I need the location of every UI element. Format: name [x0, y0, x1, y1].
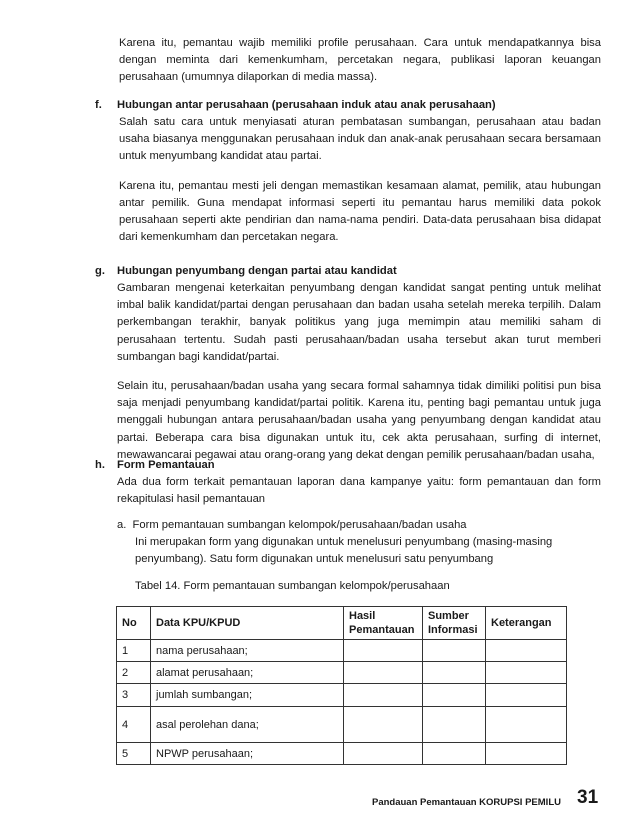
header-data-kpu: Data KPU/KPUD — [151, 607, 344, 640]
sub-a-title: a. Form pemantauan sumbangan kelompok/perusahaan/badan usaha — [117, 519, 467, 531]
monitoring-form-table — [116, 606, 567, 765]
row-3-no: 3 — [117, 684, 151, 707]
section-f-paragraph-2: Karena itu, pemantau mesti jeli dengan memastikan kesamaan alamat, pemilik, atau hubungan antar pemilik. Guna mendapat informasi seperti itu pemantau harus memiliki data pokok perusahaan seperti akte pendirian dan nama-nama pendiri. Data-data perusahaan bisa didapat dari kemenkumham dan percetakan negara. — [119, 179, 601, 244]
header-no: No — [117, 607, 151, 640]
row-2-no: 2 — [117, 662, 151, 684]
row-2-data: alamat perusahaan; — [151, 662, 344, 684]
section-h-letter: h. — [95, 459, 105, 471]
row-2-keterangan — [486, 662, 567, 684]
row-4-sumber — [423, 707, 486, 743]
intro-paragraph: Karena itu, pemantau wajib memiliki profile perusahaan. Cara untuk mendapatkannya bisa dengan meminta dari kemenkumham, percetakan negara, publikasi laporan keuangan perusahaan (umumnya dilaporkan di media massa). — [119, 37, 601, 84]
table-row — [117, 707, 567, 743]
row-1-hasil — [344, 640, 423, 662]
section-g-heading — [95, 263, 397, 280]
section-h-heading — [95, 457, 215, 474]
section-g-body — [117, 280, 601, 464]
table-header-row — [117, 607, 567, 640]
row-2-sumber — [423, 662, 486, 684]
row-4-keterangan — [486, 707, 567, 743]
row-1-keterangan — [486, 640, 567, 662]
table-caption: Tabel 14. Form pemantauan sumbangan kelompok/perusahaan — [135, 580, 450, 592]
row-5-data: NPWP perusahaan; — [151, 743, 344, 765]
section-f-paragraph-1: Salah satu cara untuk menyiasati aturan pembatasan sumbangan, perusahaan atau badan usaha biasanya menggunakan perusahaan induk dan anak-anak perusahaan secara bersamaan untuk menyumbang kandidat atau partai. — [119, 116, 601, 163]
page-number: 31 — [577, 787, 599, 808]
section-h-body — [117, 474, 601, 508]
sub-a-text: Ini merupakan form yang digunakan untuk menelusuri penyumbang (masing-masing penyumbang). Satu form digunakan untuk menelusuri satu penyumbang — [135, 536, 553, 566]
section-f-body — [119, 114, 601, 246]
row-1-no: 1 — [117, 640, 151, 662]
row-3-data: jumlah sumbangan; — [151, 684, 344, 707]
table-row — [117, 640, 567, 662]
table-row — [117, 743, 567, 765]
section-g-paragraph-2: Selain itu, perusahaan/badan usaha yang secara formal sahamnya tidak dimiliki politisi pun bisa saja menjadi penyumbang kandidat/partai politik. Karena itu, penting bagi pemantau untuk juga menggali hubungan antara perusahaan/badan usaha yang penyumbang dengan kandidat atau partai. Beberapa cara bisa digunakan untuk itu, cek akta perusahaan, surfing di internet, mewawancarai pegawai atau orang-orang yang dekat dengan pemilik perusahaan/badan usaha, — [117, 380, 601, 461]
sub-a-body — [135, 534, 555, 568]
row-2-hasil — [344, 662, 423, 684]
row-1-sumber — [423, 640, 486, 662]
row-3-keterangan — [486, 684, 567, 707]
row-5-keterangan — [486, 743, 567, 765]
section-g-title: Hubungan penyumbang dengan partai atau kandidat — [117, 265, 397, 277]
header-hasil-pemantauan: Hasil Pemantauan — [344, 607, 423, 640]
section-g-paragraph-1: Gambaran mengenai keterkaitan penyumbang dengan kandidat sangat penting untuk melihat imbal balik kandidat/partai dengan perusahaan dan badan usaha setelah mereka terpilih. Dalam perkembangan terakhir, banyak politikus yang juga memimpin atau memiliki saham di perusahaan tertentu. Sudah pasti perusahaan/badan usaha tersebut akan turut memberi sumbangan bagi kandidat/partai. — [117, 282, 601, 363]
intro-block — [119, 35, 601, 87]
section-h-paragraph: Ada dua form terkait pemantauan laporan dana kampanye yaitu: form pemantauan dan form rekapitulasi hasil pemantauan — [117, 476, 601, 506]
row-5-no: 5 — [117, 743, 151, 765]
section-f-letter: f. — [95, 99, 102, 111]
row-4-no: 4 — [117, 707, 151, 743]
row-5-hasil — [344, 743, 423, 765]
section-h-title: Form Pemantauan — [117, 459, 215, 471]
section-g-letter: g. — [95, 265, 105, 277]
row-5-sumber — [423, 743, 486, 765]
row-4-hasil — [344, 707, 423, 743]
row-1-data: nama perusahaan; — [151, 640, 344, 662]
section-f-heading — [95, 97, 496, 114]
table-row — [117, 684, 567, 707]
section-f-title: Hubungan antar perusahaan (perusahaan induk atau anak perusahaan) — [117, 99, 496, 111]
row-3-hasil — [344, 684, 423, 707]
row-4-data: asal perolehan dana; — [151, 707, 344, 743]
row-3-sumber — [423, 684, 486, 707]
table-row — [117, 662, 567, 684]
footer-title: Pandauan Pemantauan KORUPSI PEMILU — [372, 797, 561, 808]
header-keterangan: Keterangan — [486, 607, 567, 640]
header-sumber-informasi: Sumber Informasi — [423, 607, 486, 640]
